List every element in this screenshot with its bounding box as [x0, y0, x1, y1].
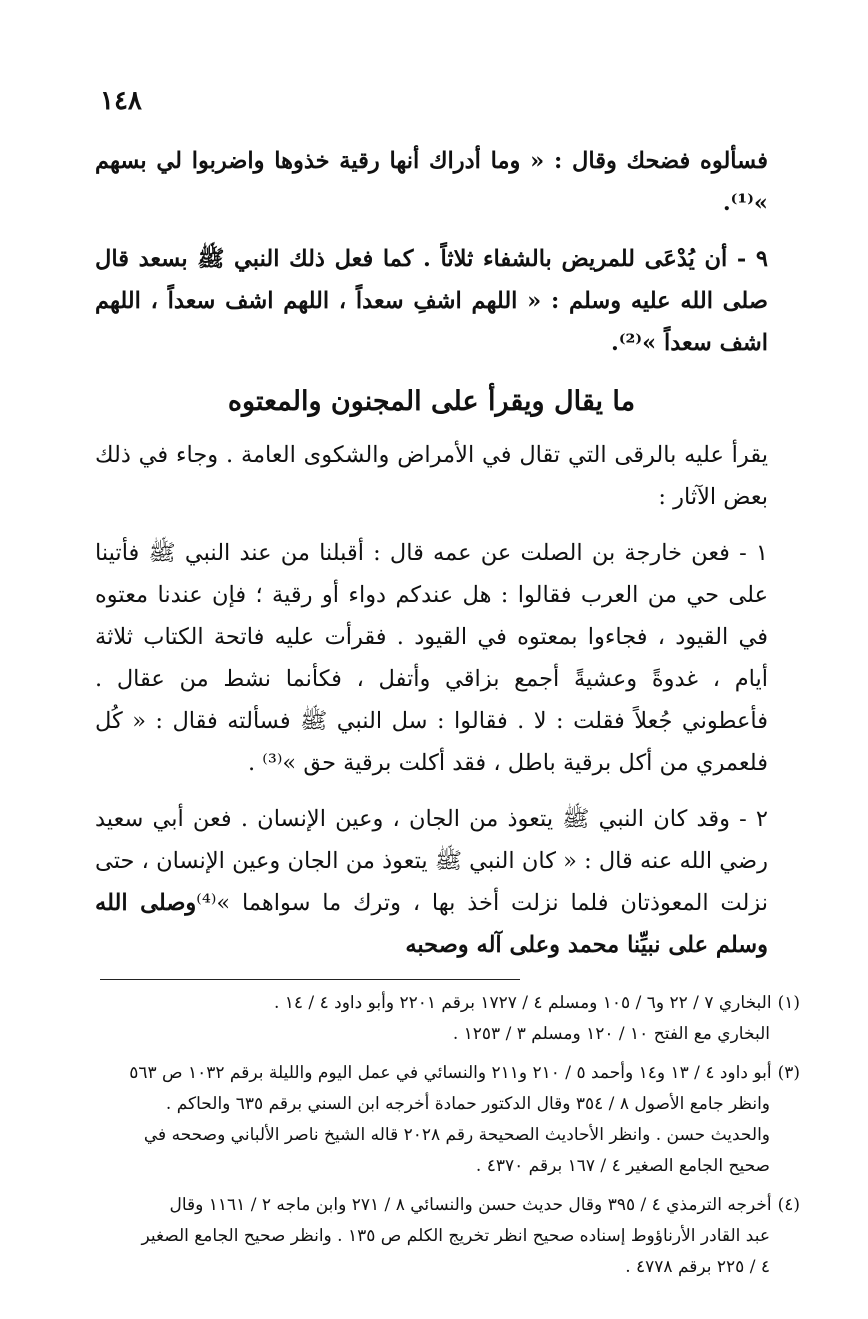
footnote-1 [95, 988, 800, 1050]
paragraph-intro: يقرأ عليه بالرقى التي تقال في الأمراض والشكوى العامة . وجاء في ذلك بعض الآثار : [95, 442, 768, 510]
main-text [95, 140, 768, 966]
footnote-3-line-2: وانظر جامع الأصول ٨ / ٣٥٤ وقال الدكتور حمادة أخرجه ابن السني برقم ٦٣٥ والحاكم . [165, 1094, 770, 1114]
paragraph-line-1: فسألوه فضحك وقال : « وما أدراك أنها رقية خذوها واضربوا لي بسهم »⁽¹⁾. [95, 148, 768, 216]
point-2-text: ٢ - وقد كان النبي ﷺ يتعوذ من الجان ، وعين الإنسان . فعن أبي سعيد رضي الله عنه قال : « كان النبي ﷺ يتعوذ من الجان وعين الإنسان ، حتى نزلت المعوذتان فلما نزلت أخذ بها ، وترك ما سواهما »⁽⁴⁾ [95, 806, 769, 916]
footnote-3-line-3: والحديث حسن . وانظر الأحاديث الصحيحة رقم ٢٠٢٨ قاله الشيخ ناصر الألباني وصححه في [143, 1125, 770, 1145]
footnote-3-number: (٣) [777, 1063, 800, 1083]
footnote-separator [100, 979, 520, 980]
footnote-1-number: (١) [777, 993, 800, 1013]
footnote-4-line-2: عبد القادر الأرناؤوط إسناده صحيح انظر تخريج الكلم ص ١٣٥ . وانظر صحيح الجامع الصغير [141, 1226, 770, 1246]
closing-prayer: وصلى الله وسلم على نبيِّنا محمد وعلى آله وصحبه [95, 890, 768, 958]
footnote-1-text: البخاري ٧ / ٢٢ و٦ / ١٠٥ ومسلم ٤ / ١٧٢٧ برقم ٢٢٠١ وأبو داود ٤ / ١٤ . [273, 993, 772, 1013]
footnotes [95, 988, 800, 1291]
footnote-4-number: (٤) [777, 1195, 800, 1215]
paragraph-point-1: ١ - فعن خارجة بن الصلت عن عمه قال : أقبلنا من عند النبي ﷺ فأتينا على حي من العرب فقالوا : هل عندكم دواء أو رقية ؛ فإن عندنا معتوه في القيود ، فجاءوا بمعتوه في القيود . فقرأت عليه فاتحة الكتاب ثلاثة أيام ، غدوةً وعشيةً أجمع بزاقي وأتفل ، فكأنما نشط من عقال . فأعطوني جُعلاً فقلت : لا . فقالوا : سل النبي ﷺ فسألته فقال : « كُل فلعمري من أكل برقية باطل ، فقد أكلت برقية حق »⁽³⁾ . [95, 540, 768, 776]
footnote-3 [95, 1058, 800, 1182]
footnote-3-line-1: أبو داود ٤ / ١٣ و١٤ وأحمد ٥ / ٢١٠ و٢١١ والنسائي في عمل اليوم والليلة برقم ١٠٣٢ ص ٥٦٣ [129, 1063, 772, 1083]
footnote-4-line-1: أخرجه الترمذي ٤ / ٣٩٥ وقال حديث حسن والنسائي ٨ / ٢٧١ وابن ماجه ٢ / ١١٦١ وقال [169, 1195, 772, 1215]
page-number: ١٤٨ [100, 86, 142, 116]
footnote-4-line-3: ٤ / ٢٢٥ برقم ٤٧٧٨ . [625, 1257, 770, 1277]
section-heading: ما يقال ويقرأ على المجنون والمعتوه [227, 386, 636, 417]
footnote-2: البخاري مع الفتح ١٠ / ١٢٠ ومسلم ٣ / ١٢٥٣ . [452, 1024, 770, 1044]
paragraph-point-9: ٩ - أن يُدْعَى للمريض بالشفاء ثلاثاً . كما فعل ذلك النبي ﷺ بسعد قال صلى الله عليه وسلم : « اللهم اشفِ سعداً ، اللهم اشف سعداً ، اللهم اشف سعداً »⁽²⁾. [95, 246, 768, 356]
footnote-3-line-4: صحيح الجامع الصغير ٤ / ١٦٧ برقم ٤٣٧٠ . [475, 1156, 770, 1176]
paragraph-point-2 [95, 798, 768, 966]
footnote-4 [95, 1190, 800, 1283]
